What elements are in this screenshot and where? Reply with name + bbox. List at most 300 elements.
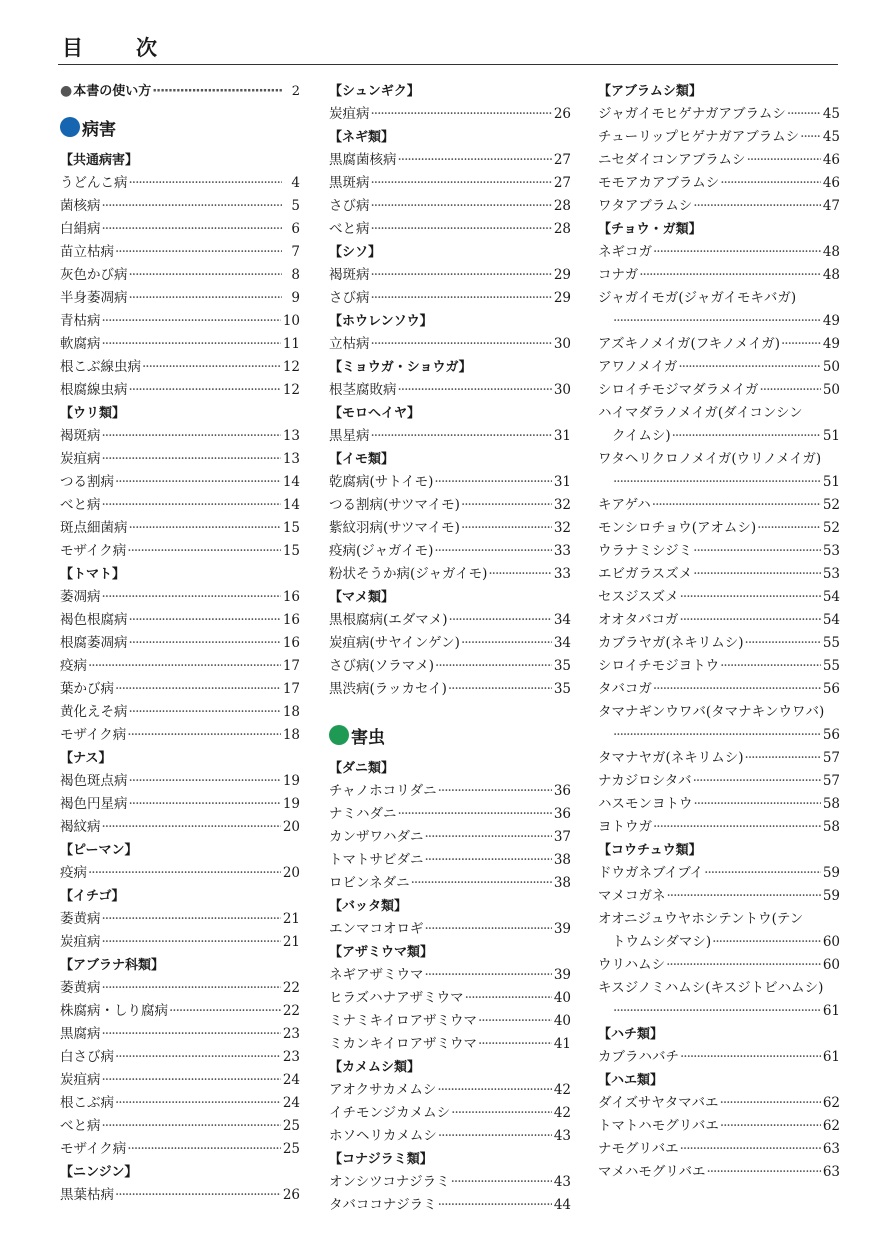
toc-entry[interactable]	[598, 540, 840, 563]
toc-entry-page: 28	[553, 198, 571, 214]
toc-entry[interactable]	[329, 632, 571, 655]
toc-entry-page: 49	[822, 313, 840, 329]
toc-entry[interactable]	[329, 264, 571, 287]
toc-entry-page: 33	[553, 543, 571, 559]
leader-dots	[115, 1046, 281, 1069]
toc-entry-line[interactable]: オオニジュウヤホシテントウ(テン	[598, 911, 804, 927]
leader-dots	[613, 1000, 821, 1023]
leader-dots	[425, 826, 552, 849]
toc-entry-name: アズキノメイガ(フキノメイガ)	[598, 336, 780, 352]
toc-entry-name: 褐色斑点病	[60, 773, 128, 789]
section-label: 病害	[82, 119, 116, 140]
leader-dots	[371, 195, 552, 218]
toc-entry-name: ナモグリバエ	[598, 1141, 679, 1157]
toc-entry-page: 45	[822, 106, 840, 122]
toc-entry-name: 根こぶ病	[60, 1095, 114, 1111]
toc-entry-name: 褐斑病	[329, 267, 370, 283]
toc-entry-name: 褐斑病	[60, 428, 101, 444]
toc-entry[interactable]	[598, 310, 840, 333]
toc-entry-name: カブラヤガ(ネキリムシ)	[598, 635, 744, 651]
toc-entry-name: 斑点細菌病	[60, 520, 128, 536]
category-heading: 【チョウ・ガ類】	[598, 222, 702, 237]
toc-entry-name: 苗立枯病	[60, 244, 114, 260]
leader-dots	[478, 1010, 552, 1033]
toc-entry[interactable]	[598, 816, 840, 839]
toc-entry[interactable]	[329, 1010, 571, 1033]
toc-entry-usage[interactable]	[60, 80, 300, 103]
toc-entry[interactable]	[329, 609, 571, 632]
leader-dots	[129, 793, 281, 816]
toc-entry-page: 25	[282, 1118, 300, 1134]
category-heading: 【シソ】	[329, 245, 382, 260]
toc-entry-line[interactable]: ハイマダラノメイガ(ダイコンシン	[598, 405, 803, 421]
toc-entry-page: 55	[822, 658, 840, 674]
toc-entry[interactable]	[60, 770, 300, 793]
toc-entry[interactable]	[598, 264, 840, 287]
toc-entry[interactable]	[329, 655, 571, 678]
leader-dots	[639, 264, 821, 287]
toc-entry[interactable]	[60, 793, 300, 816]
leader-dots	[800, 126, 821, 149]
toc-entry-page: 31	[553, 428, 571, 444]
leader-dots	[371, 103, 552, 126]
leader-dots	[115, 241, 282, 264]
toc-entry-page: 35	[553, 658, 571, 674]
toc-entry-page: 57	[822, 750, 840, 766]
toc-entry-page: 28	[553, 221, 571, 237]
leader-dots	[704, 862, 821, 885]
toc-entry[interactable]	[598, 954, 840, 977]
toc-entry-name: べと病	[60, 1118, 101, 1134]
toc-entry-name: 褐色根腐病	[60, 612, 128, 628]
toc-entry[interactable]	[598, 724, 840, 747]
toc-entry-page: 50	[822, 382, 840, 398]
toc-entry[interactable]	[329, 1033, 571, 1056]
toc-entry-name: ネギコガ	[598, 244, 652, 260]
toc-entry[interactable]	[598, 770, 840, 793]
toc-entry[interactable]	[60, 241, 300, 264]
toc-entry[interactable]	[60, 862, 300, 885]
toc-entry[interactable]	[329, 218, 571, 241]
toc-entry[interactable]	[598, 678, 840, 701]
toc-entry[interactable]	[329, 1194, 571, 1217]
toc-entry-name: ミカンキイロアザミウマ	[329, 1036, 477, 1052]
toc-entry-page: 39	[553, 921, 571, 937]
leader-dots	[693, 540, 821, 563]
toc-entry-page: 36	[553, 806, 571, 822]
leader-dots	[787, 103, 821, 126]
toc-entry-name: 炭疽病	[60, 934, 101, 950]
toc-entry[interactable]	[60, 1184, 300, 1207]
leader-dots	[694, 793, 821, 816]
toc-entry[interactable]	[60, 287, 300, 310]
toc-entry[interactable]	[60, 1046, 300, 1069]
toc-entry-page: 30	[553, 336, 571, 352]
toc-entry-page: 31	[553, 474, 571, 490]
toc-entry[interactable]	[598, 563, 840, 586]
toc-entry-name: ワタアブラムシ	[598, 198, 693, 214]
toc-entry[interactable]	[60, 218, 300, 241]
toc-entry-name: シロイチモジヨトウ	[598, 658, 720, 674]
toc-entry-page: 6	[291, 221, 300, 237]
leader-dots	[757, 517, 821, 540]
toc-entry[interactable]	[329, 964, 571, 987]
toc-entry[interactable]	[598, 1115, 840, 1138]
section-heading-disease	[60, 103, 300, 149]
toc-entry-line[interactable]: キスジノミハムシ(キスジトビハムシ)	[598, 980, 824, 996]
toc-entry-name: モザイク病	[60, 543, 127, 559]
leader-dots	[102, 425, 281, 448]
toc-entry[interactable]	[598, 517, 840, 540]
toc-entry-page: 24	[282, 1095, 300, 1111]
toc-entry[interactable]	[598, 241, 840, 264]
toc-entry-page: 12	[282, 382, 300, 398]
toc-entry-page: 30	[553, 382, 571, 398]
toc-entry[interactable]	[598, 586, 840, 609]
toc-entry-page: 12	[282, 359, 300, 375]
leader-dots	[437, 1079, 551, 1102]
toc-entry-name: 粉状そうか病(ジャガイモ)	[329, 566, 488, 582]
toc-entry-name: ナカジロシタバ	[598, 773, 692, 789]
toc-entry[interactable]	[329, 517, 571, 540]
toc-entry-name: 疫病	[60, 658, 87, 674]
toc-entry[interactable]	[60, 1023, 300, 1046]
toc-entry[interactable]	[329, 987, 571, 1010]
toc-entry-page: 43	[553, 1174, 571, 1190]
toc-entry[interactable]	[60, 356, 300, 379]
toc-entry[interactable]	[329, 333, 571, 356]
toc-entry[interactable]	[329, 563, 571, 586]
toc-entry-name: ドウガネブイブイ	[598, 865, 704, 881]
toc-entry-name: 疫病	[60, 865, 87, 881]
toc-entry-name: 半身萎凋病	[60, 290, 128, 306]
toc-entry[interactable]	[598, 149, 840, 172]
toc-entry-name: アワノメイガ	[598, 359, 678, 375]
leader-dots	[720, 1092, 821, 1115]
toc-entry[interactable]	[60, 655, 300, 678]
toc-entry[interactable]	[598, 609, 840, 632]
toc-entry-page: 33	[553, 566, 571, 582]
toc-entry[interactable]	[598, 1161, 840, 1184]
toc-entry-name: タマナヤガ(ネキリムシ)	[598, 750, 744, 766]
toc-entry-line[interactable]: タマナギンウワバ(タマナキンウワバ)	[598, 704, 825, 720]
toc-entry[interactable]	[60, 425, 300, 448]
toc-entry[interactable]	[60, 931, 300, 954]
leader-dots	[88, 862, 281, 885]
toc-entry-page: 46	[822, 175, 840, 191]
category-heading: 【アザミウマ類】	[329, 945, 434, 960]
toc-entry-page: 62	[822, 1095, 840, 1111]
toc-entry[interactable]	[329, 803, 571, 826]
toc-entry[interactable]	[329, 494, 571, 517]
toc-entry-name: 白さび病	[60, 1049, 114, 1065]
toc-entry[interactable]	[60, 632, 300, 655]
leader-dots	[461, 632, 552, 655]
toc-entry-page: 50	[822, 359, 840, 375]
leader-dots	[438, 1125, 552, 1148]
leader-dots	[461, 517, 552, 540]
toc-entry[interactable]	[598, 425, 840, 448]
toc-entry[interactable]	[598, 1000, 840, 1023]
category-heading: 【シュンギク】	[329, 84, 420, 99]
toc-entry[interactable]	[60, 540, 300, 563]
toc-entry-page: 18	[282, 727, 300, 743]
leader-dots	[478, 1033, 552, 1056]
leader-dots	[152, 80, 282, 103]
leader-dots	[613, 310, 821, 333]
toc-entry-name: チューリップヒゲナガアブラムシ	[598, 129, 800, 145]
toc-entry-page: 5	[291, 198, 300, 214]
toc-entry[interactable]	[60, 724, 300, 747]
leader-dots	[438, 1194, 552, 1217]
toc-entry-name: ヒラズハナアザミウマ	[329, 990, 464, 1006]
toc-entry[interactable]	[598, 862, 840, 885]
toc-entry[interactable]	[329, 678, 571, 701]
toc-entry-name: ナミハダニ	[329, 806, 397, 822]
toc-entry[interactable]	[329, 780, 571, 803]
toc-entry[interactable]	[329, 540, 571, 563]
toc-entry-name: イチモンジカメムシ	[329, 1105, 451, 1121]
toc-entry-name: ダイズサヤタマバエ	[598, 1095, 719, 1111]
toc-entry[interactable]	[60, 1000, 300, 1023]
toc-entry[interactable]	[598, 1046, 840, 1069]
leader-dots	[712, 931, 821, 954]
toc-entry[interactable]	[598, 793, 840, 816]
toc-entry-name: ハスモンヨトウ	[598, 796, 693, 812]
toc-entry-name: モンシロチョウ(アオムシ)	[598, 520, 757, 536]
toc-entry-page: 14	[282, 474, 300, 490]
toc-entry-name: エビガラスズメ	[598, 566, 693, 582]
toc-entry[interactable]	[329, 918, 571, 941]
toc-entry-name: 灰色かび病	[60, 267, 128, 283]
toc-entry[interactable]	[60, 379, 300, 402]
toc-entry-page: 26	[282, 1187, 300, 1203]
toc-entry-page: 19	[282, 773, 300, 789]
category-heading: 【ニンジン】	[60, 1165, 138, 1180]
toc-entry-page: 54	[822, 589, 840, 605]
toc-entry[interactable]	[329, 1125, 571, 1148]
toc-entry[interactable]	[60, 172, 300, 195]
toc-entry[interactable]	[60, 908, 300, 931]
toc-entry-name: オオタバコガ	[598, 612, 679, 628]
toc-entry[interactable]	[60, 1069, 300, 1092]
toc-entry[interactable]	[598, 379, 840, 402]
toc-entry-name: 炭疽病(サヤインゲン)	[329, 635, 460, 651]
toc-entry-name: ホソヘリカメムシ	[329, 1128, 437, 1144]
toc-entry-page: 57	[822, 773, 840, 789]
toc-entry[interactable]	[60, 1115, 300, 1138]
toc-entry[interactable]	[60, 977, 300, 1000]
toc-entry[interactable]	[329, 195, 571, 218]
toc-entry-page: 59	[822, 865, 840, 881]
toc-entry[interactable]	[60, 678, 300, 701]
toc-entry-name: べと病	[60, 497, 101, 513]
toc-entry[interactable]	[598, 471, 840, 494]
leader-dots	[693, 770, 821, 793]
toc-entry-page: 21	[282, 934, 300, 950]
category-heading: 【ホウレンソウ】	[329, 314, 433, 329]
toc-entry-name: モザイク病	[60, 727, 127, 743]
toc-entry[interactable]	[329, 149, 571, 172]
toc-list	[329, 80, 571, 701]
category-heading: 【ミョウガ・ショウガ】	[329, 360, 472, 375]
leader-dots	[438, 780, 552, 803]
toc-entry[interactable]	[329, 471, 571, 494]
leader-dots	[693, 563, 821, 586]
toc-entry[interactable]	[598, 931, 840, 954]
leader-dots	[88, 655, 281, 678]
leader-dots	[102, 977, 281, 1000]
leader-dots	[102, 1069, 281, 1092]
section-label: 害虫	[351, 727, 385, 748]
toc-entry[interactable]	[598, 172, 840, 195]
toc-entry-page: 15	[282, 520, 300, 536]
leader-dots	[434, 471, 551, 494]
toc-entry[interactable]	[598, 195, 840, 218]
toc-entry-name: 萎凋病	[60, 589, 101, 605]
toc-entry[interactable]	[598, 1092, 840, 1115]
toc-entry[interactable]	[60, 310, 300, 333]
toc-entry-page: 63	[822, 1141, 840, 1157]
toc-entry-page: 9	[291, 290, 300, 306]
leader-dots	[129, 632, 281, 655]
toc-entry[interactable]	[329, 379, 571, 402]
leader-dots	[371, 333, 552, 356]
toc-entry[interactable]	[598, 632, 840, 655]
toc-entry-name: 根こぶ線虫病	[60, 359, 141, 375]
toc-entry[interactable]	[60, 471, 300, 494]
leader-dots	[115, 1184, 281, 1207]
toc-entry-line[interactable]: ジャガイモガ(ジャガイモキバガ)	[598, 290, 797, 306]
toc-entry[interactable]	[60, 264, 300, 287]
toc-entry[interactable]	[329, 287, 571, 310]
toc-entry-line[interactable]: ワタヘリクロノメイガ(ウリノメイガ)	[598, 451, 822, 467]
toc-entry[interactable]	[60, 816, 300, 839]
toc-entry[interactable]	[329, 826, 571, 849]
toc-entry-name: 立枯病	[329, 336, 370, 352]
toc-entry-page: 23	[282, 1049, 300, 1065]
toc-entry-name: ヨトウガ	[598, 819, 652, 835]
toc-entry-page: 48	[822, 267, 840, 283]
toc-entry-page: 2	[291, 84, 300, 99]
leader-dots	[129, 701, 281, 724]
toc-entry-name: マメハモグリバエ	[598, 1164, 706, 1180]
toc-entry-name: 黒斑病	[329, 175, 370, 191]
toc-entry[interactable]	[598, 126, 840, 149]
toc-entry[interactable]	[598, 333, 840, 356]
toc-entry-page: 10	[282, 313, 300, 329]
leader-dots	[706, 1161, 820, 1184]
toc-entry[interactable]	[598, 885, 840, 908]
category-heading: 【ハチ類】	[598, 1027, 664, 1042]
toc-entry[interactable]	[598, 655, 840, 678]
toc-entry-page: 16	[282, 589, 300, 605]
toc-entry[interactable]	[60, 494, 300, 517]
toc-entry-name: コナガ	[598, 267, 639, 283]
leader-dots	[129, 517, 281, 540]
toc-entry[interactable]	[329, 849, 571, 872]
blue-circle-icon	[60, 117, 80, 137]
toc-entry-page: 32	[553, 520, 571, 536]
toc-entry-page: 61	[822, 1003, 840, 1019]
toc-column-2	[329, 80, 571, 1217]
toc-entry-name: トウムシダマシ)	[612, 934, 712, 950]
toc-column-1	[60, 80, 300, 1207]
toc-entry[interactable]	[598, 747, 840, 770]
toc-entry[interactable]	[329, 1079, 571, 1102]
toc-entry-page: 51	[822, 428, 840, 444]
toc-entry-page: 59	[822, 888, 840, 904]
toc-entry-page: 42	[553, 1105, 571, 1121]
toc-entry[interactable]	[598, 1138, 840, 1161]
toc-entry[interactable]	[329, 425, 571, 448]
toc-entry[interactable]	[329, 1102, 571, 1125]
toc-entry-page: 19	[282, 796, 300, 812]
toc-entry-name: モモアカアブラムシ	[598, 175, 720, 191]
toc-entry[interactable]	[60, 333, 300, 356]
toc-entry-name: セスジスズメ	[598, 589, 679, 605]
leader-dots	[720, 1115, 821, 1138]
toc-entry[interactable]	[60, 1092, 300, 1115]
toc-entry[interactable]	[598, 494, 840, 517]
toc-entry-page: 46	[822, 152, 840, 168]
toc-entry[interactable]	[60, 448, 300, 471]
toc-entry-page: 7	[291, 244, 300, 260]
toc-entry[interactable]	[329, 172, 571, 195]
toc-entry[interactable]	[60, 1138, 300, 1161]
toc-entry-page: 58	[822, 796, 840, 812]
toc-entry-name: 株腐病・しり腐病	[60, 1003, 168, 1019]
toc-entry-name: 黒葉枯病	[60, 1187, 114, 1203]
toc-entry[interactable]	[60, 701, 300, 724]
leader-dots	[680, 1138, 821, 1161]
leader-dots	[127, 540, 281, 563]
toc-entry-page: 34	[553, 612, 571, 628]
toc-entry[interactable]	[60, 195, 300, 218]
toc-entry-page: 54	[822, 612, 840, 628]
toc-entry-page: 22	[282, 980, 300, 996]
leader-dots	[102, 195, 283, 218]
toc-entry-page: 23	[282, 1026, 300, 1042]
toc-entry[interactable]	[329, 1171, 571, 1194]
toc-entry-page: 14	[282, 497, 300, 513]
toc-entry[interactable]	[60, 517, 300, 540]
category-heading: 【バッタ類】	[329, 899, 408, 914]
toc-entry[interactable]	[598, 356, 840, 379]
toc-entry[interactable]	[329, 872, 571, 895]
toc-entry[interactable]	[60, 609, 300, 632]
toc-entry-name: モザイク病	[60, 1141, 127, 1157]
toc-entry[interactable]	[329, 103, 571, 126]
leader-dots	[127, 724, 281, 747]
toc-entry-name: 白絹病	[60, 221, 101, 237]
toc-entry-page: 47	[822, 198, 840, 214]
leader-dots	[115, 1092, 281, 1115]
toc-entry-page: 53	[822, 566, 840, 582]
toc-entry-page: 40	[553, 1013, 571, 1029]
leader-dots	[652, 494, 821, 517]
toc-entry-page: 42	[553, 1082, 571, 1098]
toc-entry-page: 26	[553, 106, 571, 122]
toc-entry-name: 軟腐病	[60, 336, 101, 352]
toc-entry-name: オンシツコナジラミ	[329, 1174, 450, 1190]
leader-dots	[448, 678, 552, 701]
leader-dots	[102, 310, 281, 333]
toc-entry[interactable]	[598, 103, 840, 126]
leader-dots	[102, 586, 281, 609]
leader-dots	[115, 678, 281, 701]
toc-entry[interactable]	[60, 586, 300, 609]
